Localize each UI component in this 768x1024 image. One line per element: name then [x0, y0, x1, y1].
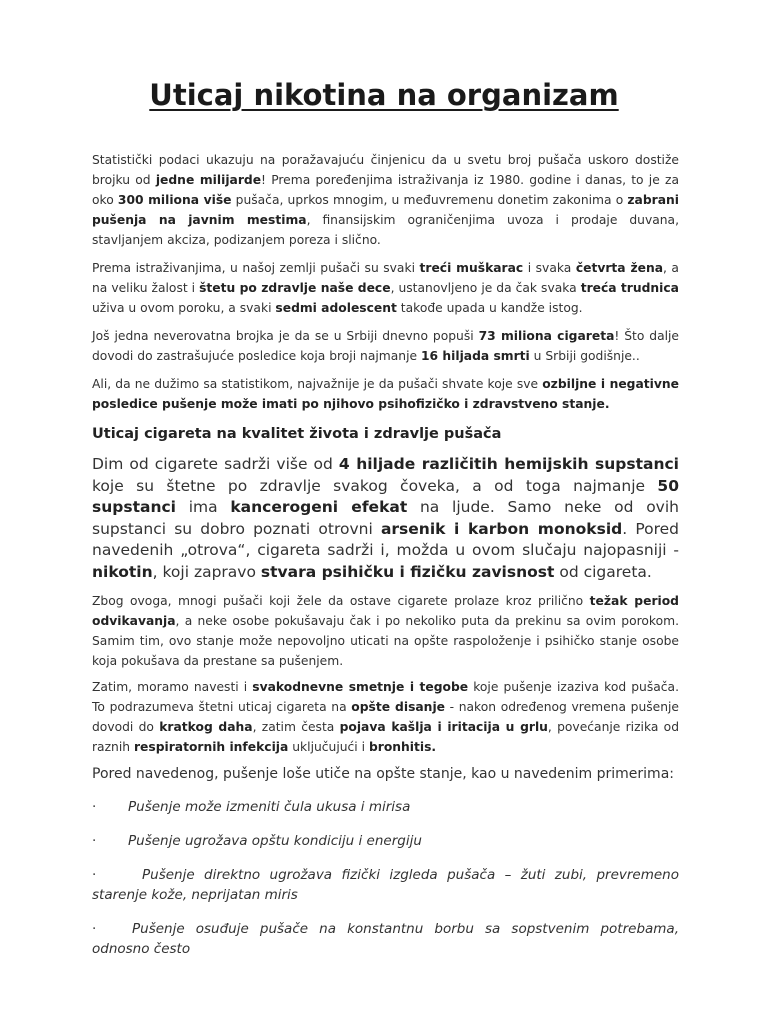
bullet-icon: ·: [92, 833, 97, 849]
highlight: četvrta žena: [575, 261, 664, 275]
paragraph-serbia-figures: Još jedna neverovatna brojka je da se u Srbiji dnevno popuši 73 miliona cigareta! Što dalje dovodi do zastrašujuće posledice koja broji najmanje 16 hiljada smrti u Srbiji godišnje..: [92, 329, 679, 363]
highlight: štetu po zdravlje naše dece: [199, 281, 391, 295]
highlight: bronhitis.: [368, 740, 437, 754]
highlight: treći muškarac: [419, 261, 524, 275]
section-heading: Uticaj cigareta na kvalitet života i zdravlje pušača: [92, 426, 502, 442]
highlight: sedmi adolescent: [275, 301, 397, 315]
highlight: kratkog daha: [159, 720, 253, 734]
paragraph-general-state: Pored navedenog, pušenje loše utiče na opšte stanje, kao u navedenim primerima:: [92, 766, 674, 782]
bullet-icon: ·: [92, 867, 97, 883]
highlight: stvara psihičku i fizičku zavisnost: [260, 562, 555, 581]
highlight: kancerogeni efekat: [230, 498, 408, 516]
bullet-icon: ·: [92, 799, 97, 815]
highlight: težak period odvikavanja: [92, 594, 679, 628]
highlight: arsenik i karbon monoksid: [380, 519, 623, 538]
highlight: ozbiljne i negativne posledice pušenje može imati po njihovo psihofizičko i zdravstveno stanje.: [92, 377, 679, 411]
highlight: treća trudnica: [580, 281, 679, 295]
highlight: 16 hiljada smrti: [421, 349, 530, 363]
highlight: pojava kašlja i iritacija u grlu: [339, 720, 548, 734]
page-title: Uticaj nikotina na organizam: [149, 78, 619, 112]
highlight: 4 hiljade različitih hemijskih supstanci: [338, 455, 679, 473]
paragraph-statistics: Statistički podaci ukazuju na poražavajuću činjenicu da u svetu broj pušača uskoro dostiže brojku od jedne milijarde! Prema poređenjima istraživanja iz 1980. godine i danas, to je za oko 300 miliona više pušača, uprkos mnogim, u međuvremenu donetim zakonima o zabrani pušenja na javnim mestima, finansijskim ograničenjima uvoza i prodaje duvana, stavljanjem akciza, podizanjem poreza i slično.: [92, 153, 680, 247]
paragraph-withdrawal: Zbog ovoga, mnogi pušači koji žele da ostave cigarete prolaze kroz prilično težak period odvikavanja, a neke osobe pokušavaju čak i po nekoliko puta da prekinu sa ovim porokom. Samim tim, ovo stanje može nepovoljno uticati na opšte raspoloženje i psihičko stanje osobe koja pokušava da prestane sa pušenjem.: [92, 594, 679, 668]
paragraph-symptoms: Zatim, moramo navesti i svakodnevne smetnje i tegobe koje pušenje izaziva kod pušača. To podrazumeva štetni uticaj cigareta na opšte disanje - nakon određenog vremena pušenje dovodi do kratkog daha, zatim česta pojava kašlja i iritacija u grlu, povećanje rizika od raznih respiratornih infekcija uključujući i bronhitis.: [92, 680, 680, 754]
highlight: jedne milijarde: [155, 173, 262, 187]
document-body: [92, 150, 679, 973]
highlight: 300 miliona više: [117, 193, 232, 207]
list-item: · Pušenje ugrožava opštu kondiciju i energiju: [92, 833, 422, 849]
highlight: 73 miliona cigareta: [478, 329, 615, 343]
bullet-icon: ·: [92, 921, 97, 937]
paragraph-consequences: Ali, da ne dužimo sa statistikom, najvažnije je da pušači shvate koje sve ozbiljne i negativne posledice pušenje može imati po njihovo psihofizičko i zdravstveno stanje.: [92, 377, 679, 411]
highlight: 50 supstanci: [92, 476, 679, 516]
list-item: · Pušenje može izmeniti čula ukusa i mirisa: [92, 799, 411, 815]
highlight: opšte disanje: [351, 700, 445, 714]
highlight: zabrani pušenja na javnim mestima: [92, 193, 679, 227]
list-item: · Pušenje osuđuje pušače na konstantnu borbu sa sopstvenim potrebama, odnosno često: [92, 921, 679, 957]
highlight: svakodnevne smetnje i tegobe: [252, 680, 469, 694]
highlight: nikotin: [92, 562, 153, 581]
paragraph-smoke-substances: Dim od cigarete sadrži više od 4 hiljade različitih hemijskih supstanci koje su štetne po zdravlje svakog čoveka, a od toga najmanje 50 supstanci ima kancerogeni efekat na ljude. Samo neke od ovih supstanci su dobro poznati otrovni arsenik i karbon monoksid. Pored navedenih „otrova“, cigareta sadrži i, možda u ovom slučaju najopasniji - nikotin, koji zapravo stvara psihičku i fizičku zavisnost od cigareta.: [92, 455, 679, 581]
highlight: respiratornih infekcija: [133, 740, 289, 754]
list-item: · Pušenje direktno ugrožava fizički izgleda pušača – žuti zubi, prevremeno starenje kože, neprijatan miris: [92, 867, 679, 903]
paragraph-research: Prema istraživanjima, u našoj zemlji pušači su svaki treći muškarac i svaka četvrta žena, a na veliku žalost i štetu po zdravlje naše dece, ustanovljeno je da čak svaka treća trudnica uživa u ovom poroku, a svaki sedmi adolescent takođe upada u kandže istog.: [92, 261, 679, 315]
